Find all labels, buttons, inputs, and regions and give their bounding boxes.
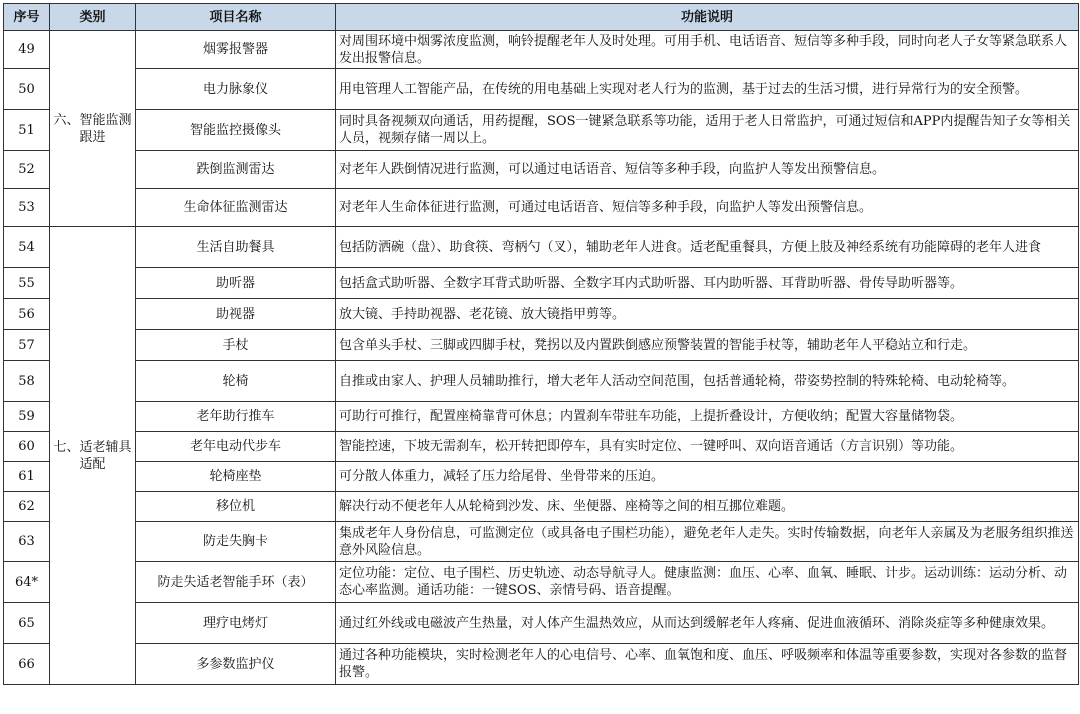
row-number: 66 [4, 644, 50, 685]
item-description: 放大镜、手持助视器、老花镜、放大镜指甲剪等。 [336, 299, 1079, 330]
item-name: 助听器 [136, 268, 336, 299]
item-name: 老年助行推车 [136, 402, 336, 432]
table-row [4, 227, 1079, 268]
row-number: 50 [4, 69, 50, 110]
table-body [4, 31, 1079, 685]
item-name: 生命体征监测雷达 [136, 189, 336, 227]
item-name: 轮椅 [136, 361, 336, 402]
row-number: 54 [4, 227, 50, 268]
header-item-name: 项目名称 [136, 4, 336, 31]
header-description: 功能说明 [336, 4, 1079, 31]
item-name: 移位机 [136, 492, 336, 522]
item-description: 对老年人跌倒情况进行监测，可以通过电话语音、短信等多种手段，向监护人等发出预警信息。 [336, 151, 1079, 189]
item-description: 集成老年人身份信息，可监测定位（或具备电子围栏功能），避免老年人走失。实时传输数据，向老年人亲属及为老服务组织推送意外风险信息。 [336, 522, 1079, 562]
item-name: 手杖 [136, 330, 336, 361]
item-description: 包括防洒碗（盘）、助食筷、弯柄勺（叉），辅助老年人进食。适老配重餐具，方便上肢及神经系统有功能障碍的老年人进食 [336, 227, 1079, 268]
item-name: 多参数监护仪 [136, 644, 336, 685]
row-number: 57 [4, 330, 50, 361]
row-number: 63 [4, 522, 50, 562]
functional-items-table [3, 3, 1079, 685]
item-description: 自推或由家人、护理人员辅助推行，增大老年人活动空间范围，包括普通轮椅，带姿势控制的特殊轮椅、电动轮椅等。 [336, 361, 1079, 402]
item-description: 对周围环境中烟雾浓度监测，响铃提醒老年人及时处理。可用手机、电话语音、短信等多种手段，同时向老人子女等紧急联系人发出报警信息。 [336, 31, 1079, 69]
row-number: 64* [4, 562, 50, 603]
row-number: 60 [4, 432, 50, 462]
table-row [4, 31, 1079, 69]
item-description: 用电管理人工智能产品，在传统的用电基础上实现对老人行为的监测，基于过去的生活习惯，进行异常行为的安全预警。 [336, 69, 1079, 110]
row-number: 62 [4, 492, 50, 522]
item-name: 轮椅座垫 [136, 462, 336, 492]
item-description: 包括盒式助听器、全数字耳背式助听器、全数字耳内式助听器、耳内助听器、耳背助听器、骨传导助听器等。 [336, 268, 1079, 299]
item-name: 助视器 [136, 299, 336, 330]
item-name: 理疗电烤灯 [136, 603, 336, 644]
row-number: 65 [4, 603, 50, 644]
item-name: 生活自助餐具 [136, 227, 336, 268]
table-row [4, 432, 1079, 462]
item-name: 防走失适老智能手环（表） [136, 562, 336, 603]
row-number: 51 [4, 110, 50, 151]
header-row [4, 4, 1079, 31]
row-number: 52 [4, 151, 50, 189]
table-row [4, 268, 1079, 299]
header-number: 序号 [4, 4, 50, 31]
table-row [4, 110, 1079, 151]
table-row [4, 492, 1079, 522]
item-name: 智能监控摄像头 [136, 110, 336, 151]
category-cell: 六、智能监测跟进 [50, 31, 136, 227]
item-description: 可分散人体重力，减轻了压力给尾骨、坐骨带来的压迫。 [336, 462, 1079, 492]
item-name: 防走失胸卡 [136, 522, 336, 562]
item-name: 跌倒监测雷达 [136, 151, 336, 189]
row-number: 55 [4, 268, 50, 299]
table-row [4, 299, 1079, 330]
table-row [4, 361, 1079, 402]
header-category: 类别 [50, 4, 136, 31]
item-name: 电力脉象仪 [136, 69, 336, 110]
item-description: 可助行可推行，配置座椅靠背可休息；内置刹车带驻车功能，上提折叠设计，方便收纳；配置大容量储物袋。 [336, 402, 1079, 432]
item-description: 同时具备视频双向通话，用药提醒，SOS一键紧急联系等功能，适用于老人日常监护，可通过短信和APP内提醒告知子女等相关人员，视频存储一周以上。 [336, 110, 1079, 151]
row-number: 56 [4, 299, 50, 330]
table-row [4, 462, 1079, 492]
row-number: 53 [4, 189, 50, 227]
item-description: 对老年人生命体征进行监测，可通过电话语音、短信等多种手段，向监护人等发出预警信息。 [336, 189, 1079, 227]
table-row [4, 402, 1079, 432]
category-cell: 七、适老辅具适配 [50, 227, 136, 685]
item-description: 定位功能：定位、电子围栏、历史轨迹、动态导航寻人。健康监测：血压、心率、血氧、睡眠、计步。运动训练：运动分析、动态心率监测。通话功能：一键SOS、亲情号码、语音提醒。 [336, 562, 1079, 603]
item-name: 老年电动代步车 [136, 432, 336, 462]
row-number: 49 [4, 31, 50, 69]
table-row [4, 603, 1079, 644]
table-row [4, 644, 1079, 685]
item-description: 通过红外线或电磁波产生热量，对人体产生温热效应，从而达到缓解老年人疼痛、促进血液循环、消除炎症等多种健康效果。 [336, 603, 1079, 644]
item-description: 智能控速，下坡无需刹车，松开转把即停车，具有实时定位、一键呼叫、双向语音通话（方言识别）等功能。 [336, 432, 1079, 462]
table-row [4, 330, 1079, 361]
item-description: 包含单头手杖、三脚或四脚手杖，凳拐以及内置跌倒感应预警装置的智能手杖等，辅助老年人平稳站立和行走。 [336, 330, 1079, 361]
item-description: 通过各种功能模块，实时检测老年人的心电信号、心率、血氧饱和度、血压、呼吸频率和体温等重要参数，实现对各参数的监督报警。 [336, 644, 1079, 685]
table-row [4, 522, 1079, 562]
table-row [4, 151, 1079, 189]
table-row [4, 69, 1079, 110]
row-number: 58 [4, 361, 50, 402]
table-header [4, 4, 1079, 31]
item-name: 烟雾报警器 [136, 31, 336, 69]
table-row [4, 562, 1079, 603]
item-description: 解决行动不便老年人从轮椅到沙发、床、坐便器、座椅等之间的相互挪位难题。 [336, 492, 1079, 522]
row-number: 61 [4, 462, 50, 492]
table-row [4, 189, 1079, 227]
row-number: 59 [4, 402, 50, 432]
